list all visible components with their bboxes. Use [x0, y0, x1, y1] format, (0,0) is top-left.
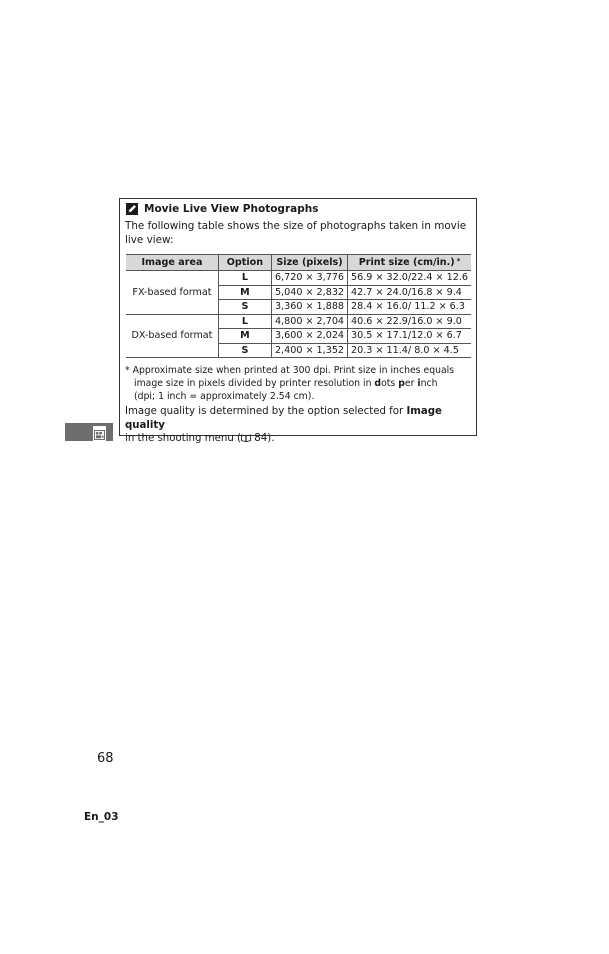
option-cell: M [218, 329, 271, 344]
footnote-asterisk: * [125, 365, 130, 376]
col-print-size-label: Print size (cm/in.) [358, 257, 455, 268]
book-reference-icon [241, 433, 251, 441]
dpi-p: p [398, 378, 405, 389]
image-quality-menu-name: Image quality [125, 406, 442, 431]
pixels-cell: 5,040 × 2,832 [271, 285, 347, 300]
print-size-cell: 40.6 × 22.9/16.0 × 9.0 [348, 314, 471, 329]
print-size-cell: 56.9 × 32.0/22.4 × 12.6 [348, 271, 471, 286]
movie-section-tab [65, 423, 113, 441]
table-row [126, 271, 471, 286]
image-quality-note [125, 405, 470, 446]
note-title [126, 203, 318, 215]
pixels-cell: 6,720 × 3,776 [271, 271, 347, 286]
col-print-size [348, 255, 471, 271]
footer-code: En_03 [84, 811, 119, 823]
pencil-note-icon [126, 203, 138, 215]
closing-text-pre: Image quality is determined by the option selected for [125, 406, 407, 417]
footnote-line-3: (dpi; 1 inch = approximately 2.54 cm). [134, 391, 315, 402]
pixels-cell: 3,600 × 2,024 [271, 329, 347, 344]
dpi-ots: ots [381, 378, 399, 389]
closing-text-end: ). [267, 433, 275, 444]
pixels-cell: 4,800 × 2,704 [271, 314, 347, 329]
footnote-line-1 [125, 364, 470, 377]
page-reference-link[interactable]: 84 [254, 433, 268, 444]
dpi-er: er [404, 378, 418, 389]
closing-text-menu: in the shooting menu ( [125, 433, 242, 444]
footnote-line-2-text: image size in pixels divided by printer resolution in [134, 378, 375, 389]
option-cell: S [218, 300, 271, 315]
dpi-i: i [417, 378, 421, 389]
dpi-d: d [374, 378, 382, 389]
footnote-line-1-text: Approximate size when printed at 300 dpi. Print size in inches equals [132, 365, 455, 376]
footnote-line-2 [125, 377, 470, 390]
print-size-cell: 42.7 × 24.0/16.8 × 9.4 [348, 285, 471, 300]
note-title-text: Movie Live View Photographs [144, 203, 319, 215]
table-row [126, 314, 471, 329]
col-image-area: Image area [126, 255, 218, 271]
col-option: Option [218, 255, 271, 271]
col-size-pixels: Size (pixels) [271, 255, 347, 271]
dpi-nch: nch [420, 378, 438, 389]
print-size-cell: 20.3 × 11.4/ 8.0 × 4.5 [348, 343, 471, 358]
option-cell: M [218, 285, 271, 300]
footnote-marker: * [456, 257, 461, 265]
image-area-cell: FX-based format [126, 271, 218, 315]
photo-size-table [126, 254, 471, 358]
note-box [119, 198, 477, 444]
table-footnote [125, 364, 470, 403]
option-cell: L [218, 314, 271, 329]
table-header-row [126, 255, 471, 271]
image-area-cell: DX-based format [126, 314, 218, 358]
pixels-cell: 2,400 × 1,352 [271, 343, 347, 358]
print-size-cell: 28.4 × 16.0/ 11.2 × 6.3 [348, 300, 471, 315]
option-cell: S [218, 343, 271, 358]
movie-camera-icon [93, 426, 106, 438]
print-size-cell: 30.5 × 17.1/12.0 × 6.7 [348, 329, 471, 344]
option-cell: L [218, 271, 271, 286]
intro-text: The following table shows the size of photographs taken in movie live view: [125, 220, 467, 246]
pixels-cell: 3,360 × 1,888 [271, 300, 347, 315]
page-number: 68 [97, 751, 114, 766]
